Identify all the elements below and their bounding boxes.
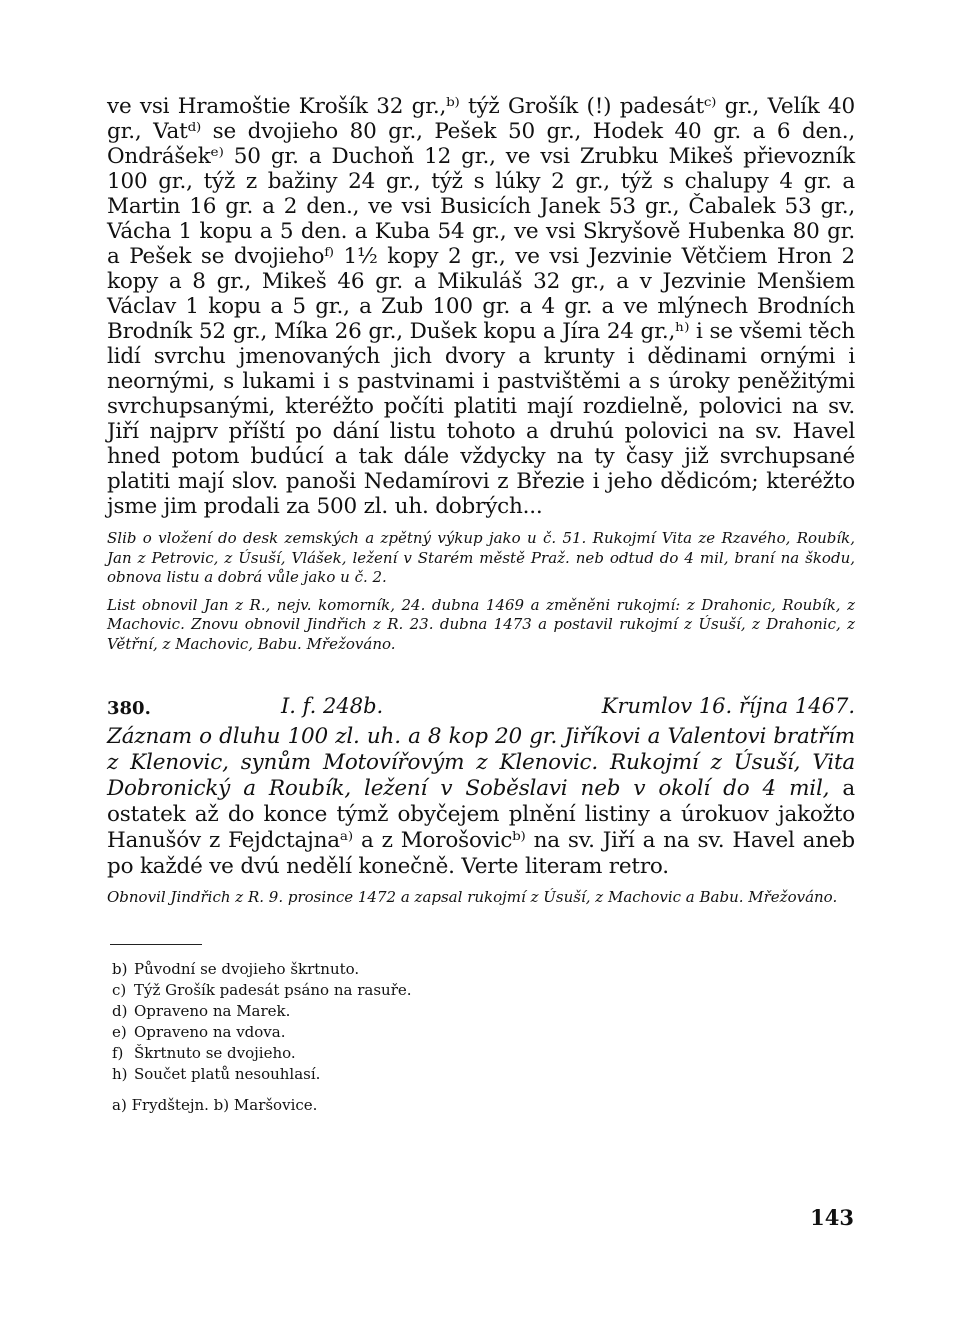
page-content bbox=[107, 94, 855, 1116]
entry-place-date: Krumlov 16. října 1467. bbox=[601, 694, 855, 718]
abstract-italic: Záznam o dluhu 100 zl. uh. a 8 kop 20 gr. Jiříkovi a Valentovi bratřím z Klenovic, synům Motovířovým z Klenovic. Rukojmí z Úsuší, Vita Dobronický a Roubík, ležení v Soběslavi neb v okolí do 4 mil, bbox=[107, 724, 855, 801]
footnote-variants: a) Frydštejn. b) Maršovice. bbox=[112, 1095, 318, 1114]
editorial-note-2: List obnovil Jan z R., nejv. komorník, 24. dubna 1469 a změněni rukojmí: z Drahonic, Roubík, z Machovic. Znovu obnovil Jindřich z R. 23. dubna 1473 a postavil rukojmí z Úsuší, z Drahonic, z Větřní, z Machovic, Babu. Mřežováno. bbox=[107, 595, 855, 653]
entry-number: 380. bbox=[107, 698, 151, 719]
footnote: c) Týž Grošík padesát psáno na rasuře. bbox=[112, 980, 412, 999]
editorial-note-1: Slib o vložení do desk zemských a zpětný výkup jako u č. 51. Rukojmí Vita ze Rzavého, Roubík, Jan z Petrovic, z Úsuší, Vlášek, ležení v Starém městě Praž. neb odtud do 4 mil, braní na škodu, obnova listu a dobrá vůle jako u č. 2. bbox=[107, 529, 855, 586]
footnote: d) Opraveno na Marek. bbox=[112, 1001, 291, 1020]
footnote: f) Škrtnuto se dvojieho. bbox=[112, 1043, 296, 1062]
editorial-note-3: Obnovil Jindřich z R. 9. prosince 1472 a zapsal rukojmí z Úsuší, z Machovic a Babu. Mřežováno. bbox=[107, 888, 838, 906]
footnote: e) Opraveno na vdova. bbox=[112, 1022, 286, 1041]
main-paragraph: ve vsi Hramoštie Krošík 32 gr.,ᵇ⁾ týž Grošík (!) padesátᶜ⁾ gr., Velík 40 gr., Vatᵈ⁾ se dvojieho 80 gr., Pešek 50 gr., Hodek 40 gr. a 6 den., Ondrášekᵉ⁾ 50 gr. a Duchoň 12 gr., ve vsi Zrubku Mikeš přievozník 100 gr., týž z bažiny 24 gr., týž s lúky 2 gr., týž s chalupy 4 gr. a Martin 16 gr. a 2 den., ve vsi Busicích Janek 53 gr., Čabalek 53 gr., Vácha 1 kopu a 5 den. a Kuba 54 gr., ve vsi Skryšově Hubenka 80 gr. a Pešek se dvojiehoᶠ⁾ 1½ kopy 2 gr., ve vsi Jezvinie Větčiem Hron 2 kopy a 8 gr., Mikeš 46 gr. a Mikuláš 32 gr., a v Jezvinie Menšiem Václav 1 kopu a 5 gr., a Zub 100 gr. a 4 gr. a ve mlýnech Brodních Brodník 52 gr., Míka 26 gr., Dušek kopu a Jíra 24 gr.,ʰ⁾ i se všemi těch lidí svrchu jmenovaných jich dvory a krunty i dědinami ornými i neornými, s lukami i s pastvinami i pastvištěmi a s úroky peněžitými svrchupsanými, kteréžto počíti platiti mají rozdielně, polovici na sv. Jiří najprv příští po dání listu tohoto a druhú polovici na sv. Havel hned potom budúcí a tak dále vždycky na ty časy již svrchupsané platiti mají slov. panoši Nedamírovi z Březie i jeho dědicóm; kteréžto jsme jim prodali za 500 zl. uh. dobrých... bbox=[107, 94, 855, 519]
footnotes bbox=[107, 959, 855, 1116]
footnote: b) Původní se dvojieho škrtnuto. bbox=[112, 959, 360, 978]
abstract-regular: a ostatek až do konce týmž obyčejem plnění listiny a úrokuov jakožto Hanušóv z Fejdctajnaᵃ⁾ a z Morošovicᵇ⁾ na sv. Jiří a na sv. Havel aneb po každé ve dvú nedělí konečně. Verte literam retro. bbox=[107, 776, 855, 879]
entry-source: I. f. 248b. bbox=[281, 694, 384, 718]
footnote: h) Součet platů nesouhlasí. bbox=[112, 1064, 321, 1083]
entry-abstract bbox=[107, 724, 855, 880]
footnote-divider bbox=[110, 944, 202, 945]
page-number: 143 bbox=[810, 1205, 854, 1230]
entry-heading bbox=[107, 694, 855, 724]
